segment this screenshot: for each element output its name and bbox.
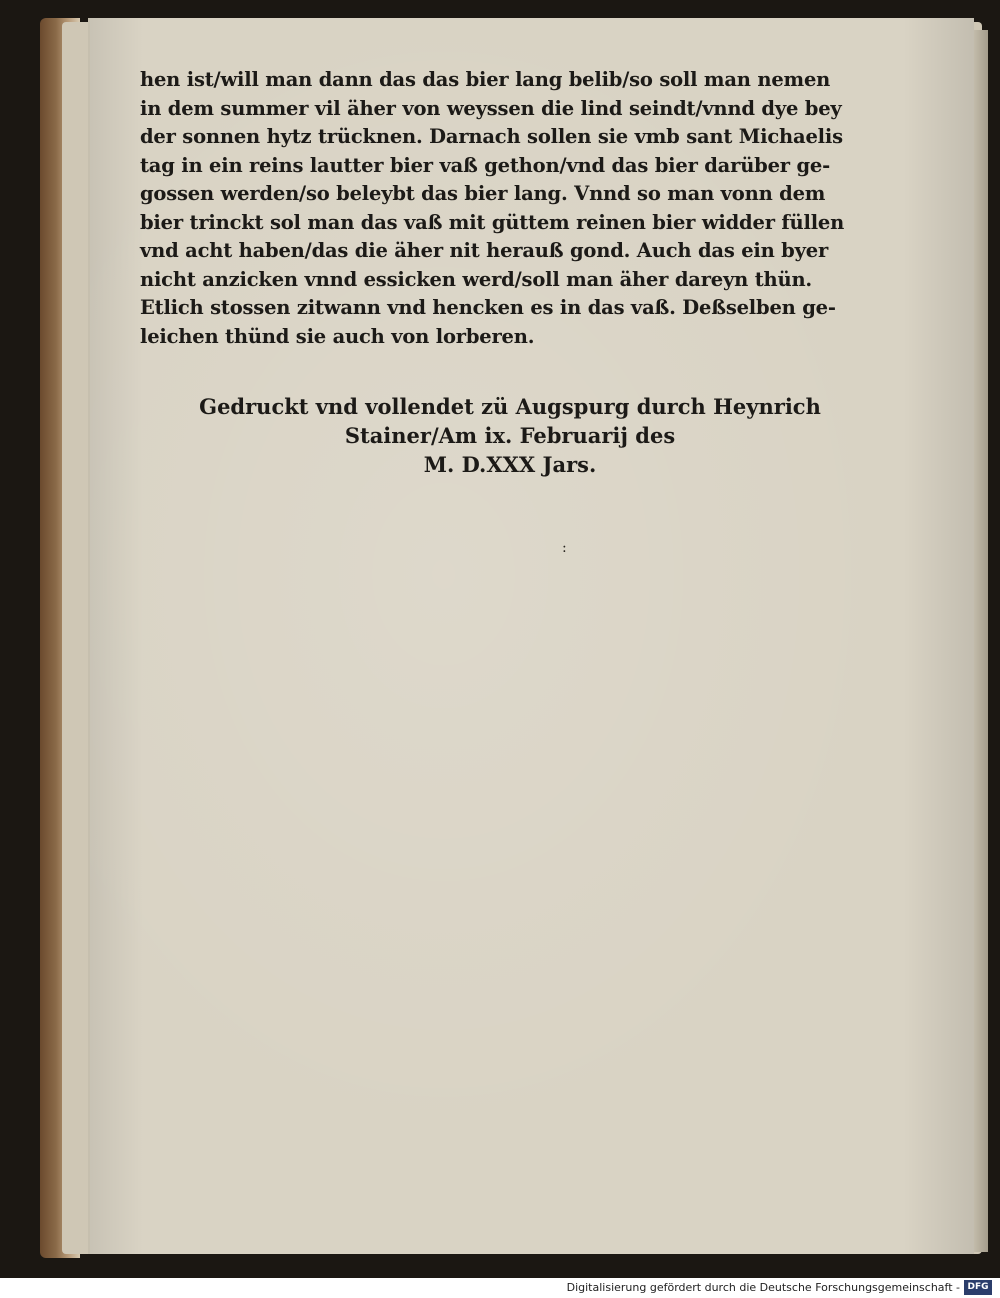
dfg-logo-icon: DFG bbox=[964, 1280, 992, 1295]
colophon-line: Gedruckt vnd vollendet zü Augspurg durch Heynrich bbox=[199, 394, 821, 419]
ornament-mark: : bbox=[562, 540, 567, 556]
body-text bbox=[140, 66, 910, 351]
colophon-line: M. D.XXX Jars. bbox=[423, 452, 597, 477]
body-line: vnd acht haben/das die äher nit herauß gond. Auch das ein byer bbox=[140, 239, 829, 262]
body-line: tag in ein reins lautter bier vaß gethon/vnd das bier darüber ge- bbox=[140, 153, 831, 177]
body-line: nicht anzicken vnnd essicken werd/soll man äher dareyn thün. bbox=[140, 267, 813, 291]
body-line: Etlich stossen zitwann vnd hencken es in das vaß. Deßselben ge- bbox=[140, 296, 836, 319]
body-line: bier trinckt sol man das vaß mit güttem reinen bier widder füllen bbox=[140, 210, 845, 234]
body-line: hen ist/will man dann das das bier lang belib/so soll man nemen bbox=[140, 68, 831, 91]
footer-bar bbox=[0, 1278, 1000, 1298]
body-line: leichen thünd sie auch von lorberen. bbox=[140, 324, 535, 348]
funding-credit: Digitalisierung gefördert durch die Deutsche Forschungsgemeinschaft - bbox=[566, 1281, 960, 1294]
body-line: gossen werden/so beleybt das bier lang. Vnnd so man vonn dem bbox=[140, 182, 826, 205]
body-line: in dem summer vil äher von weyssen die lind seindt/vnnd dye bey bbox=[140, 96, 842, 120]
colophon bbox=[160, 392, 860, 479]
colophon-line: Stainer/Am ix. Februarij des bbox=[344, 423, 676, 448]
body-line: der sonnen hytz trücknen. Darnach sollen sie vmb sant Michaelis bbox=[140, 125, 843, 148]
